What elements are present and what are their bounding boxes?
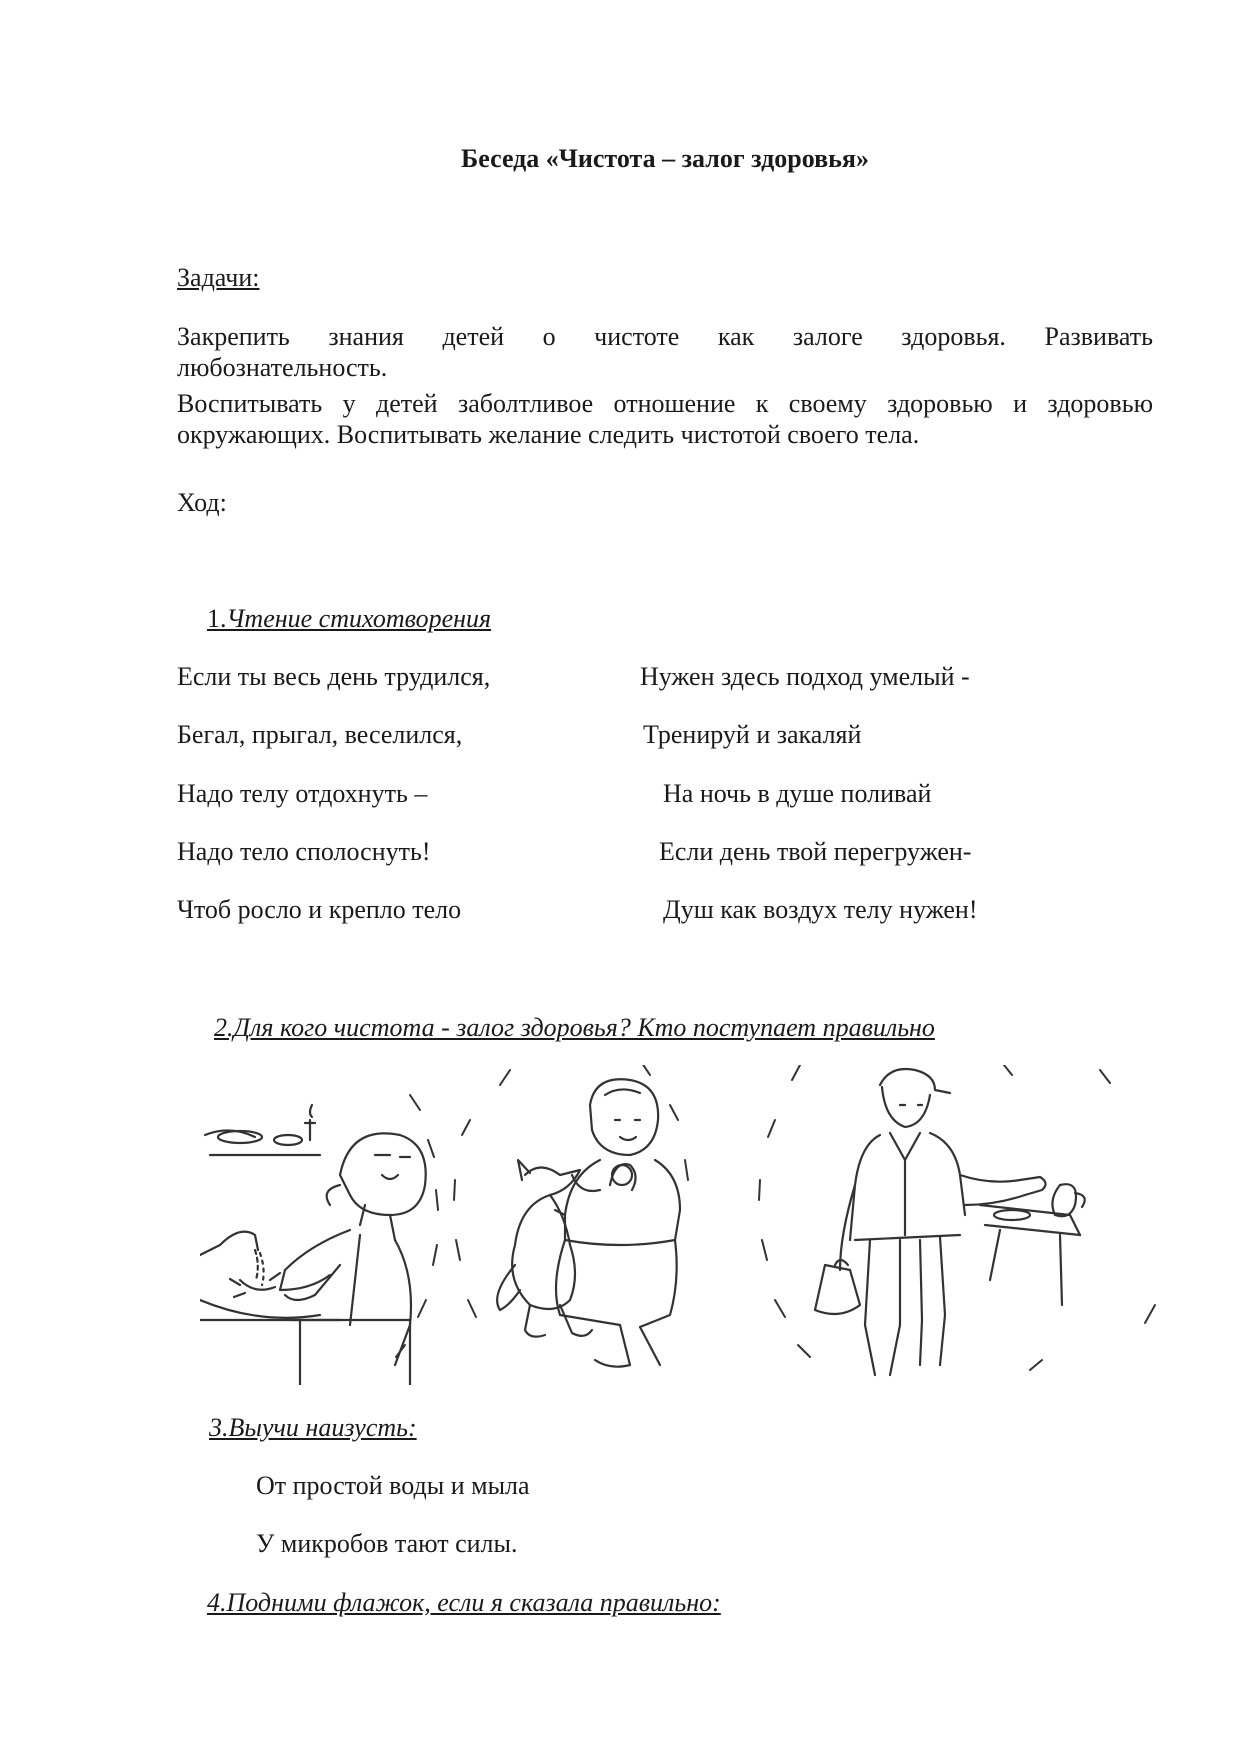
boy-with-dog-illustration	[454, 1065, 688, 1367]
poem-left-line-1: Если ты весь день трудился,	[177, 662, 491, 691]
section-4-title: Подними флажок, если я сказала правильно:	[226, 1588, 721, 1617]
tasks-paragraph-1-line-2: любознательность.	[177, 353, 388, 382]
poem-right-line-5: Душ как воздух телу нужен!	[663, 895, 978, 924]
section-1-number: 1.	[207, 604, 227, 633]
poem-left-line-3: Надо телу отдохнуть –	[177, 779, 428, 808]
poem-left-line-2: Бегал, прыгал, веселился,	[177, 720, 463, 749]
illustration-strip	[200, 1065, 1170, 1385]
poem-right-line-1: Нужен здесь подход умелый -	[640, 662, 970, 691]
divider-arc-1	[396, 1095, 438, 1357]
tasks-paragraph-2-line-2: окружающих. Воспитывать желание следить чистотой своего тела.	[177, 420, 920, 449]
section-3-heading	[177, 1413, 417, 1443]
tasks-heading: Задачи:	[177, 263, 260, 292]
tasks-paragraph-1-line-1: Закрепить знания детей о чистоте как залоге здоровья. Развивать	[177, 322, 1153, 351]
tasks-paragraph-2-line-1: Воспитывать у детей заболтливое отношение к своему здоровью и здоровью	[177, 389, 1153, 418]
section-3-title: Выучи наизусть:	[228, 1413, 417, 1442]
memorize-line-1: От простой воды и мыла	[256, 1471, 530, 1500]
section-4-number: 4.	[207, 1588, 227, 1617]
man-with-bag-illustration	[759, 1065, 1155, 1375]
poem-left-line-5: Чтоб росло и крепло тело	[177, 895, 462, 924]
memorize-line-2: У микробов тают силы.	[256, 1529, 518, 1558]
section-1-heading	[177, 604, 491, 634]
poem-right-line-3: На ночь в душе поливай	[663, 779, 932, 808]
boy-washing-hands-illustration	[200, 1105, 426, 1385]
poem-left-line-4: Надо тело сполоснуть!	[177, 837, 431, 866]
section-4-heading	[177, 1588, 721, 1618]
poem-right-line-2: Тренируй и закаляй	[643, 720, 862, 749]
page-title: Беседа «Чистота – залог здоровья»	[461, 144, 869, 173]
poem-right-line-4: Если день твой перегружен-	[659, 837, 972, 866]
section-3-number: 3.	[209, 1413, 229, 1442]
section-2-heading: 2.Для кого чистота - залог здоровья? Кто поступает правильно	[214, 1013, 935, 1042]
course-heading: Ход:	[177, 488, 227, 517]
section-1-title: Чтение стихотворения	[226, 604, 492, 633]
